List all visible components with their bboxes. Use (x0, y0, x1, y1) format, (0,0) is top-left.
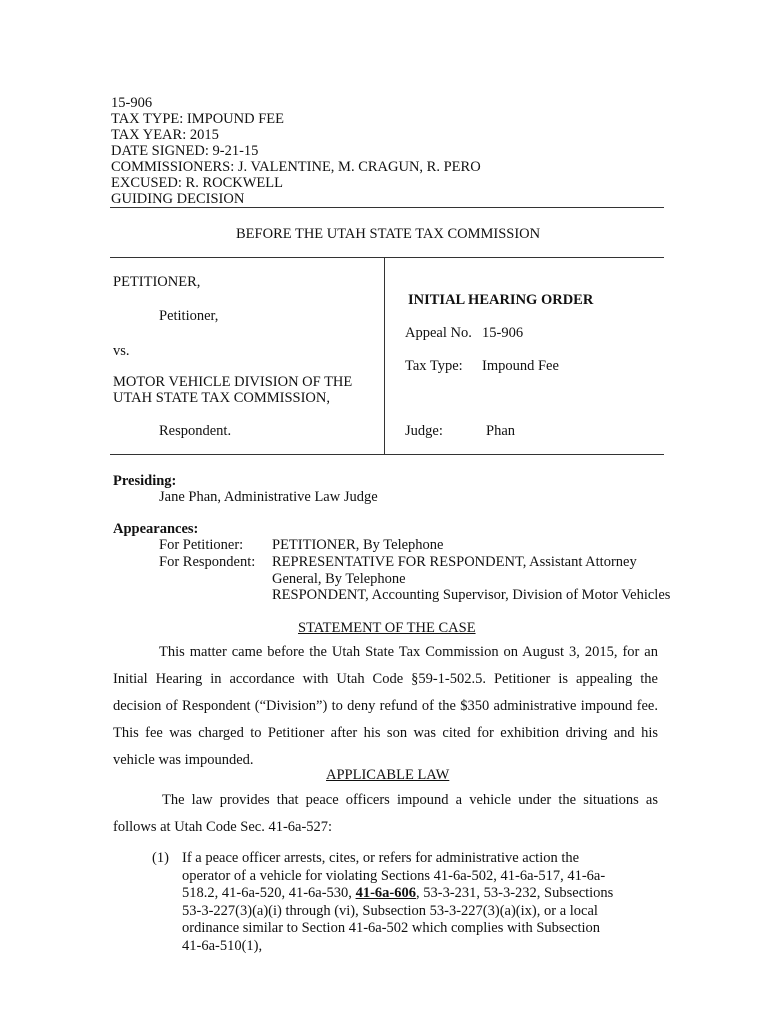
petitioner-appearance-value: PETITIONER, By Telephone (272, 537, 444, 553)
respondent-appearance-value-3: RESPONDENT, Accounting Supervisor, Division of Motor Vehicles (272, 587, 671, 603)
versus-label: vs. (113, 343, 130, 359)
law-item-highlight: 41-6a-606 (355, 885, 416, 901)
statement-heading: STATEMENT OF THE CASE (298, 620, 476, 636)
law-intro-paragraph: The law provides that peace officers impound a vehicle under the situations as follows at Utah Code Sec. 41-6a-527: (113, 792, 658, 835)
date-signed-line: DATE SIGNED: 9-21-15 (111, 143, 259, 159)
appeal-label: Appeal No. (405, 325, 472, 341)
law-item-text-before: If a peace officer arrests, cites, or refers for administrative action the operator of a vehicle for violating Sections 41-6a-502, 41-6a-517, 41-6a-518.2, 41-6a-520, 41-6a-530, (182, 850, 606, 901)
petitioner-appearance-label: For Petitioner: (159, 537, 244, 553)
header-divider (110, 207, 664, 208)
law-quote-item (152, 850, 622, 955)
tax-type-value: Impound Fee (482, 358, 559, 374)
petitioner-name: PETITIONER, (113, 274, 201, 290)
respondent-role: Respondent. (159, 423, 232, 439)
tax-type-line: TAX TYPE: IMPOUND FEE (111, 111, 284, 127)
decision-type-line: GUIDING DECISION (111, 191, 245, 207)
respondent-appearance-label: For Respondent: (159, 554, 256, 570)
respondent-line-2: UTAH STATE TAX COMMISSION, (113, 390, 330, 406)
law-item-text (182, 850, 622, 955)
appearances-heading: Appearances: (113, 521, 199, 537)
respondent-line-1: MOTOR VEHICLE DIVISION OF THE (113, 374, 353, 390)
law-item-number: (1) (152, 850, 169, 866)
statement-paragraph: This matter came before the Utah State Tax Commission on August 3, 2015, for an Initial Hearing in accordance with Utah Code §59-1-502.5. Petitioner is appealing the decision of Respondent (“Division”) to deny refund of the $350 administrative impound fee. This fee was charged to Petitioner after his son was cited for exhibition driving and his vehicle was impounded. (113, 644, 658, 768)
tax-type-label: Tax Type: (405, 358, 463, 374)
page-title: BEFORE THE UTAH STATE TAX COMMISSION (236, 226, 541, 242)
order-title: INITIAL HEARING ORDER (408, 292, 594, 308)
judge-value: Phan (486, 423, 515, 439)
excused-line: EXCUSED: R. ROCKWELL (111, 175, 283, 191)
caption-divider (384, 258, 385, 454)
petitioner-role: Petitioner, (159, 308, 219, 324)
tax-year-line: TAX YEAR: 2015 (111, 127, 219, 143)
docket-number: 15-906 (111, 95, 153, 111)
law-item-text-after: , 53-3-231, 53-3-232, Subsections 53-3-227(3)(a)(i) through (vi), Subsection 53-3-227(3)(a)(ix), or a local ordinance similar to Section 41-6a-502 which complies with Subsection 41-6a-510(1), (182, 885, 614, 954)
commissioners-line: COMMISSIONERS: J. VALENTINE, M. CRAGUN, R. PERO (111, 159, 481, 175)
caption-top-rule (110, 257, 664, 258)
law-heading: APPLICABLE LAW (326, 767, 450, 783)
appeal-value: 15-906 (482, 325, 524, 341)
judge-label: Judge: (405, 423, 443, 439)
respondent-appearance-value-2: General, By Telephone (272, 571, 406, 587)
respondent-appearance-value-1: REPRESENTATIVE FOR RESPONDENT, Assistant Attorney (272, 554, 637, 570)
presiding-name: Jane Phan, Administrative Law Judge (159, 489, 378, 505)
caption-bottom-rule (110, 454, 664, 455)
presiding-heading: Presiding: (113, 473, 177, 489)
